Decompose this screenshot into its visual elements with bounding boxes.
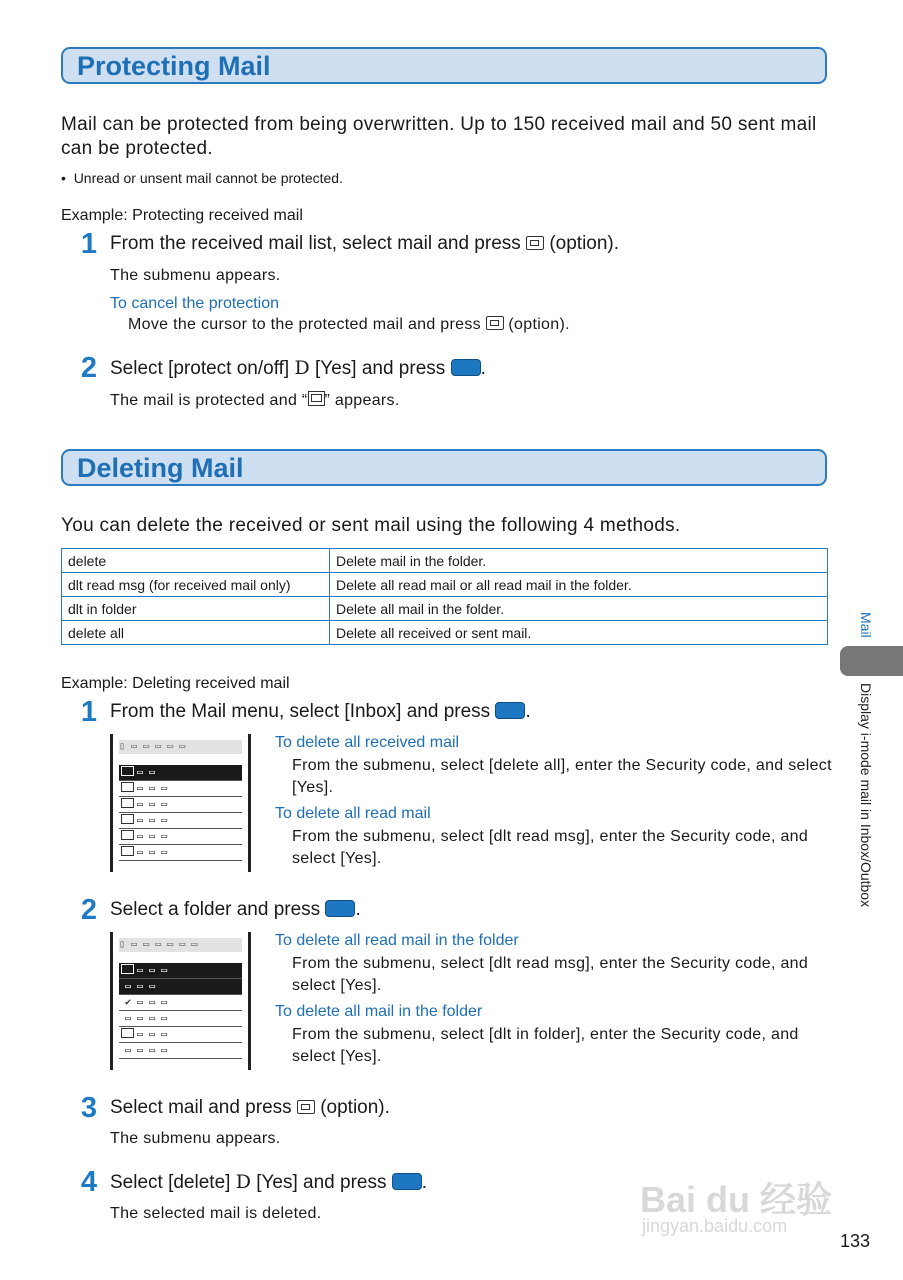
protect-step1: From the received mail list, select mail and press (option).: [110, 233, 620, 254]
info-head: To delete all received mail: [275, 734, 460, 751]
watermark-url: jingyan.baidu.com: [642, 1216, 788, 1236]
screen-title-bar: ▯ ▭ ▭ ▭ ▭ ▭ ▭: [119, 938, 242, 952]
method-desc: Delete mail in the folder.: [330, 549, 828, 573]
delete-step4-note: The selected mail is deleted.: [110, 1205, 322, 1222]
info-text: From the submenu, select [dlt in folder], enter the Security code, and select [Yes].: [292, 1026, 799, 1065]
mail-row: ▭ ▭ ▭: [119, 963, 242, 979]
enter-key-icon: [392, 1173, 422, 1190]
delete-step2: Select a folder and press .: [110, 899, 361, 920]
watermark-logo: Bai du 经验: [640, 1179, 833, 1220]
info-head: To delete all read mail in the folder: [275, 932, 519, 949]
mail-key-icon: [297, 1100, 315, 1114]
arrow-symbol: D: [235, 1171, 251, 1193]
delete-step3-note: The submenu appears.: [110, 1130, 281, 1147]
delete-step1: From the Mail menu, select [Inbox] and press .: [110, 701, 531, 722]
method-name: dlt read msg (for received mail only): [62, 573, 330, 597]
delete-intro: You can delete the received or sent mail using the following 4 methods.: [61, 515, 681, 536]
step-number: 3: [80, 1092, 98, 1124]
protect-step2-note: The mail is protected and “ ” appears.: [110, 392, 400, 409]
page-number: 133: [840, 1231, 871, 1251]
arrow-symbol: D: [294, 357, 310, 379]
table-row: [62, 549, 828, 573]
section-title: Protecting Mail: [77, 51, 271, 81]
protected-mail-icon: [308, 391, 325, 406]
delete-step3: Select mail and press (option).: [110, 1097, 390, 1118]
protect-intro: Mail can be protected from being overwritten. Up to 150 received mail and 50 sent mail can be protected.: [61, 114, 817, 159]
cancel-protection-head: To cancel the protection: [110, 295, 279, 312]
method-desc: Delete all received or sent mail.: [330, 621, 828, 645]
mail-row: ▭ ▭ ▭ ▭: [119, 1043, 242, 1059]
chapter-subtitle: Display i-mode mail in Inbox/Outbox: [858, 683, 874, 908]
chapter-tab: Mail: [858, 612, 874, 638]
delete-methods-table: [61, 548, 828, 645]
info-head: To delete all mail in the folder: [275, 1003, 483, 1020]
protecting-mail-header: [61, 47, 827, 84]
method-name: delete: [62, 549, 330, 573]
enter-key-icon: [495, 702, 525, 719]
step-number: 4: [80, 1166, 98, 1198]
mail-row: ▭ ▭ ▭ ▭: [119, 1011, 242, 1027]
mail-row: ▭ ▭ ▭: [119, 1027, 242, 1043]
mail-row: ✔ ▭ ▭ ▭: [119, 995, 242, 1011]
step-number: 2: [80, 894, 98, 926]
protect-example: Example: Protecting received mail: [61, 207, 303, 224]
table-row: [62, 573, 828, 597]
folder-row: ▭ ▭ ▭: [119, 845, 242, 861]
folder-row: ▭ ▭ ▭: [119, 797, 242, 813]
mail-row: ▭ ▭ ▭: [119, 979, 242, 995]
mail-key-icon: [526, 236, 544, 250]
folder-row: ▭ ▭ ▭: [119, 781, 242, 797]
info-text: From the submenu, select [dlt read msg], enter the Security code, and select [Yes].: [292, 828, 809, 867]
folder-row: ▭ ▭ ▭: [119, 813, 242, 829]
info-head: To delete all read mail: [275, 805, 431, 822]
enter-key-icon: [325, 900, 355, 917]
step-number: 1: [80, 696, 98, 728]
delete-example: Example: Deleting received mail: [61, 675, 290, 692]
cancel-protection-text: Move the cursor to the protected mail and press (option).: [128, 316, 570, 333]
info-text: From the submenu, select [delete all], enter the Security code, and select [Yes].: [292, 757, 832, 796]
deleting-mail-header: [61, 449, 827, 486]
method-desc: Delete all read mail or all read mail in the folder.: [330, 573, 828, 597]
inbox-screen-image: [110, 734, 251, 872]
protect-bullet: • Unread or unsent mail cannot be protected.: [61, 170, 343, 186]
method-name: delete all: [62, 621, 330, 645]
enter-key-icon: [451, 359, 481, 376]
protect-step1-note: The submenu appears.: [110, 267, 281, 284]
mail-list-screen-image: [110, 932, 251, 1070]
folder-row: ▭ ▭ ▭: [119, 829, 242, 845]
chapter-tab-marker: [840, 646, 903, 676]
step-number: 1: [80, 228, 98, 260]
method-name: dlt in folder: [62, 597, 330, 621]
screen-title-bar: ▯ ▭ ▭ ▭ ▭ ▭: [119, 740, 242, 754]
mail-key-icon: [486, 316, 504, 330]
info-text: From the submenu, select [dlt read msg], enter the Security code, and select [Yes].: [292, 955, 809, 994]
table-row: [62, 597, 828, 621]
delete-step4: Select [delete] D [Yes] and press .: [110, 1171, 428, 1193]
protect-step2: Select [protect on/off] D [Yes] and press .: [110, 357, 486, 379]
method-desc: Delete all mail in the folder.: [330, 597, 828, 621]
section-title: Deleting Mail: [77, 453, 244, 483]
folder-row: ▭ ▭: [119, 765, 242, 781]
step-number: 2: [80, 352, 98, 384]
table-row: [62, 621, 828, 645]
